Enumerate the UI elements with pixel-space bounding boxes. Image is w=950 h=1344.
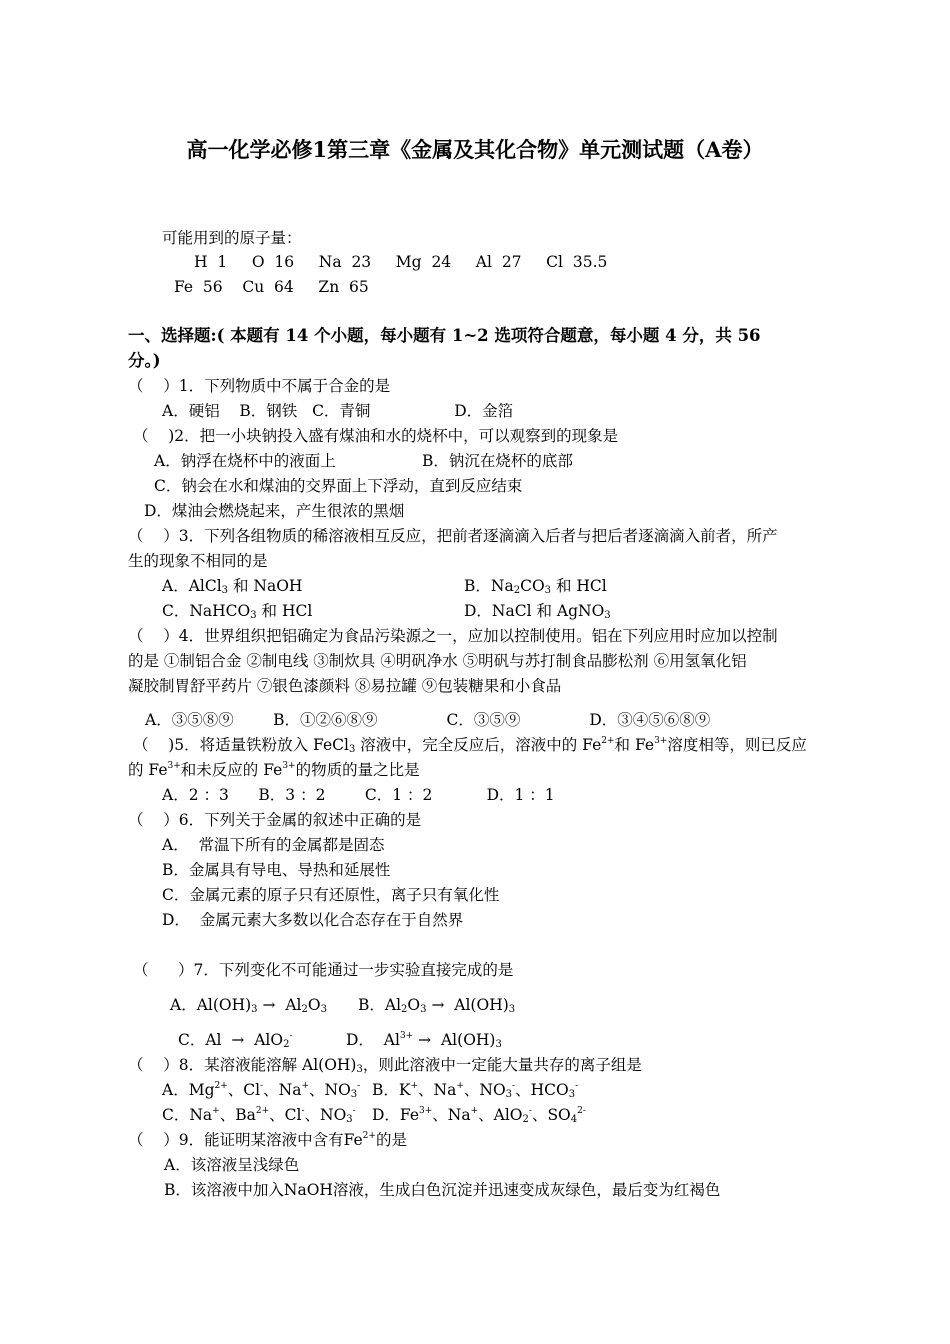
question-2-option-c: C．钠会在水和煤油的交界面上下浮动，直到反应结束: [154, 477, 523, 495]
question-6-option-a: A． 常温下所有的金属都是固态: [162, 836, 385, 854]
question-5-stem-line-1: （ )5．将适量铁粉放入 FeCl$_3$ 溶液中，完全反应后，溶液中的 $Fe^{2+}$和 $Fe^{3+}$溶度相等，则已反应: [133, 736, 807, 755]
question-5-options: A．2 ：3 B．3 ：2 C．1 ：2 D．1 ：1: [162, 786, 555, 804]
question-8-option-a: A．$Mg^{2+}$、Cl-、Na+、$NO_3^-$: [162, 1081, 361, 1100]
atomic-mass-row-1: H 1 O 16 Na 23 Mg 24 Al 27 Cl 35.5: [194, 253, 608, 271]
section-heading-line-2: 分。): [128, 351, 161, 370]
question-8-option-b: B．K+、Na+、$NO_3^-$、$HCO_3^-$: [372, 1081, 579, 1100]
question-8-stem: （ ）8．某溶液能溶解 $Al(OH)_3$，则此溶液中一定能大量共存的离子组是: [128, 1056, 642, 1075]
question-7-option-a: A．$Al(OH)_3 \to Al_2O_3$: [170, 996, 327, 1015]
section-heading-line-1: 一、选择题:( 本题有 14 个小题，每小题有 1~2 选项符合题意，每小题 4 分，共 56: [128, 326, 761, 345]
question-6-option-c: C．金属元素的原子只有还原性，离子只有氧化性: [162, 886, 500, 904]
question-3-stem-line-2: 生的现象不相同的是: [128, 552, 268, 570]
question-4-options: A．③⑤⑧⑨ B．①②⑥⑧⑨ C．③⑤⑨ D．③④⑤⑥⑧⑨: [145, 711, 711, 729]
question-5-stem-line-2: 的 $Fe^{3+}$和未反应的 $Fe^{3+}$的物质的量之比是: [128, 761, 420, 779]
question-2-stem: （ )2．把一小块钠投入盛有煤油和水的烧杯中，可以观察到的现象是: [133, 427, 619, 445]
question-3-option-a: A．AlCl$_3$ 和 NaOH: [162, 577, 303, 596]
page-title: 高一化学必修1第三章《金属及其化合物》单元测试题（A卷）: [186, 137, 764, 162]
question-7-stem: （ ）7．下列变化不可能通过一步实验直接完成的是: [133, 961, 514, 979]
question-7-option-b: B．$Al_2O_3 \to Al(OH)_3$: [358, 996, 516, 1015]
question-8-option-d: D．$Fe^{3+}$、Na+、AlO$_2$-、$SO_4^{2-}$: [372, 1106, 586, 1125]
question-4-stem-line-2: 的是 ①制铝合金 ②制电线 ③制炊具 ④明矾净水 ⑤明矾与苏打制食品膨松剂 ⑥用氢氧化铝: [128, 652, 747, 670]
question-3-option-d: D．NaCl 和 AgNO$_3$: [464, 602, 611, 621]
question-2-option-d: D．煤油会燃烧起来，产生很浓的黑烟: [144, 502, 405, 520]
question-7-option-c: C．Al → AlO$_2$-: [178, 1031, 293, 1050]
question-3-option-b: B．$Na_2CO_3$ 和 HCl: [464, 577, 607, 596]
question-9-stem: （ ）9．能证明某溶液中含有$Fe^{2+}$的是: [128, 1131, 407, 1149]
question-3-stem-line-1: （ ）3．下列各组物质的稀溶液相互反应，把前者逐滴滴入后者与把后者逐滴滴入前者，所产: [128, 527, 778, 545]
question-1-options: A．硬铝 B．钢铁 C．青铜 D．金箔: [162, 402, 514, 420]
question-9-option-b: B．该溶液中加入NaOH溶液，生成白色沉淀并迅速变成灰绿色，最后变为红褐色: [164, 1181, 721, 1199]
question-4-stem-line-1: （ ）4．世界组织把铝确定为食品污染源之一，应加以控制使用。铝在下列应用时应加以控制: [128, 627, 778, 645]
question-2-option-b: B．钠沉在烧杯的底部: [422, 452, 573, 470]
atomic-mass-row-2: Fe 56 Cu 64 Zn 65: [174, 278, 369, 296]
question-6-option-d: D． 金属元素大多数以化合态存在于自然界: [162, 911, 464, 929]
question-6-option-b: B．金属具有导电、导热和延展性: [162, 861, 391, 879]
question-7-option-d: D． $Al^{3+} \to Al(OH)_3$: [346, 1031, 502, 1050]
question-3-option-c: C．NaHCO$_3$ 和 HCl: [162, 602, 313, 621]
question-2-option-a: A．钠浮在烧杯中的液面上: [154, 452, 336, 470]
question-1-stem: （ ）1．下列物质中不属于合金的是: [128, 377, 391, 395]
question-6-stem: （ ）6．下列关于金属的叙述中正确的是: [128, 811, 422, 829]
question-9-option-a: A．该溶液呈浅绿色: [164, 1156, 300, 1174]
atomic-mass-heading: 可能用到的原子量：: [162, 229, 302, 247]
question-4-stem-line-3: 凝胶制胃舒平药片 ⑦银色漆颜料 ⑧易拉罐 ⑨包装糖果和小食品: [128, 677, 562, 695]
question-8-option-c: C．Na+、$Ba^{2+}$、Cl-、$NO_3^-$: [162, 1106, 356, 1125]
